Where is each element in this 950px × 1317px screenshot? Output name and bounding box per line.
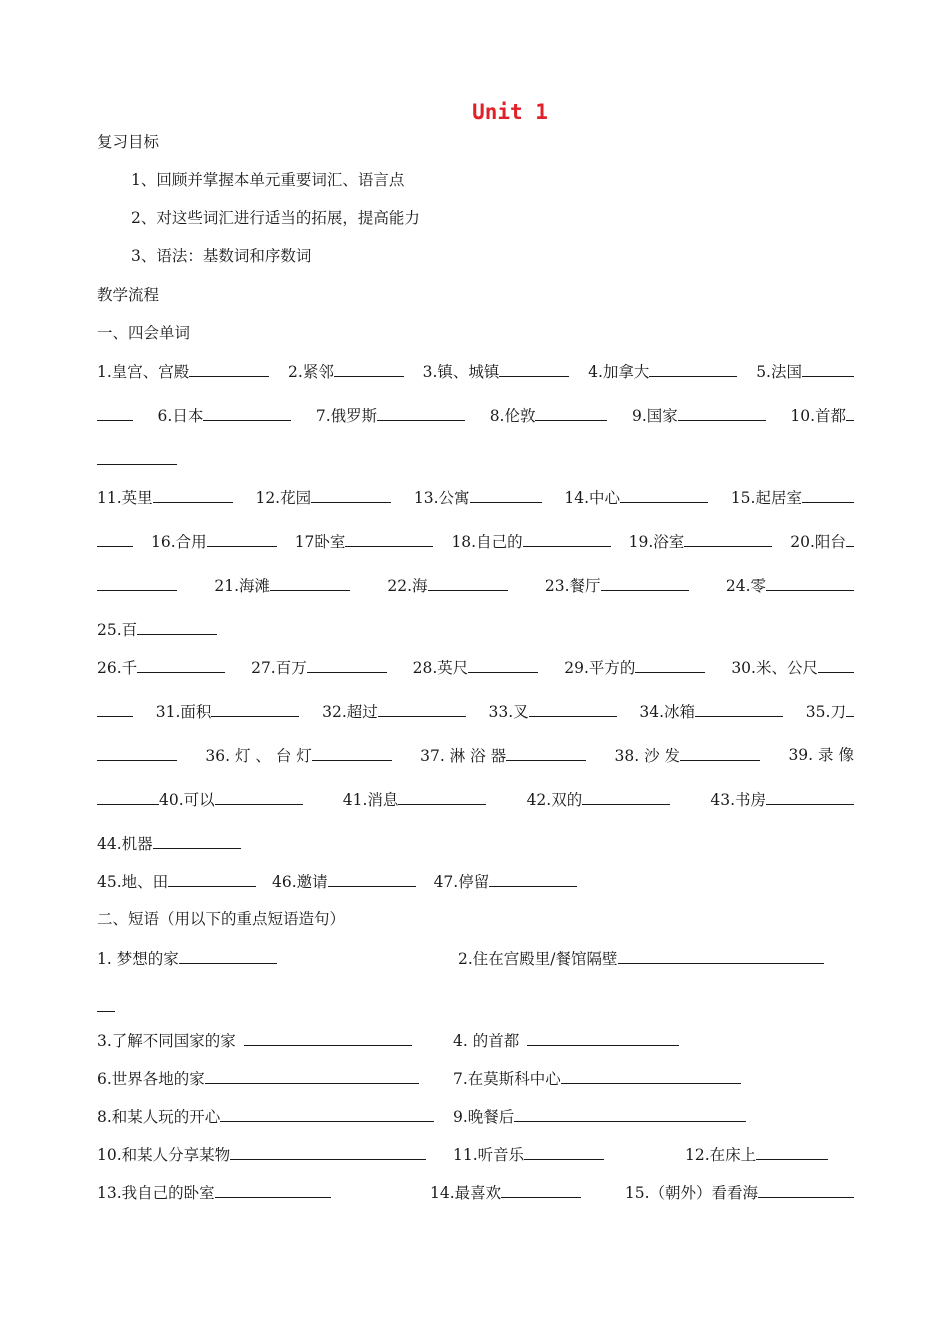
answer-blank[interactable] — [489, 871, 577, 887]
answer-blank[interactable] — [137, 619, 217, 635]
vocab-row — [97, 789, 854, 810]
phrase-item: 11.听音乐 — [453, 1144, 604, 1165]
vocab-item: 20.阳台 — [790, 531, 854, 552]
answer-blank[interactable] — [428, 575, 508, 591]
vocab-item: 9.国家 — [632, 405, 766, 426]
vocab-item: 35.刀 — [806, 701, 854, 722]
answer-blank[interactable] — [620, 487, 708, 503]
vocab-item: 11.英里 — [97, 487, 233, 508]
answer-blank[interactable] — [230, 1144, 426, 1160]
answer-blank[interactable] — [328, 871, 416, 887]
phrase-item: 10.和某人分享某物 — [97, 1144, 426, 1165]
answer-blank[interactable] — [529, 701, 617, 717]
vocab-row — [97, 531, 854, 552]
vocab-item: 23.餐厅 — [545, 575, 689, 596]
answer-blank[interactable] — [97, 449, 177, 465]
answer-blank[interactable] — [766, 789, 854, 805]
vocab-item: 18.自己的 — [451, 531, 610, 552]
vocab-item: 46.邀请 — [272, 873, 416, 891]
answer-blank[interactable] — [153, 833, 241, 849]
vocab-item: 26.千 — [97, 657, 225, 678]
vocab-item: 45.地、田 — [97, 873, 256, 891]
vocab-item: 8.伦敦 — [490, 405, 608, 426]
vocab-item: 29.平方的 — [564, 657, 705, 678]
answer-blank[interactable] — [220, 1106, 434, 1122]
vocab-item: 5.法国 — [756, 361, 854, 382]
answer-blank[interactable] — [514, 1106, 746, 1122]
vocab-item: 24.零 — [726, 575, 854, 596]
vocab-row — [97, 619, 854, 640]
vocab-item: 37. 淋 浴 器 — [420, 745, 586, 766]
answer-blank[interactable] — [97, 405, 133, 421]
answer-blank[interactable] — [307, 657, 387, 673]
answer-blank[interactable] — [678, 405, 766, 421]
vocab-item: 43.书房 — [710, 789, 854, 810]
answer-blank[interactable] — [846, 405, 854, 421]
vocab-item: 12.花园 — [255, 487, 391, 508]
answer-blank[interactable] — [97, 531, 133, 547]
vocab-item: 33.叉 — [489, 701, 617, 722]
answer-blank[interactable] — [398, 789, 486, 805]
answer-blank[interactable] — [523, 531, 611, 547]
vocab-row — [97, 361, 854, 382]
vocab-item: 42.双的 — [527, 789, 671, 810]
vocab-row — [97, 871, 854, 892]
answer-blank[interactable] — [684, 531, 772, 547]
vocab-heading: 一、四会单词 — [97, 324, 191, 342]
vocab-item: 36. 灯 、 台 灯 — [205, 745, 391, 766]
goal-1: 1、回顾并掌握本单元重要词汇、语言点 — [131, 171, 405, 189]
vocab-row — [97, 449, 854, 470]
answer-blank[interactable] — [470, 487, 542, 503]
phrase-item: 7.在莫斯科中心 — [453, 1068, 741, 1089]
phrase-item: 12.在床上 — [685, 1144, 828, 1165]
vocab-item: 7.俄罗斯 — [316, 405, 465, 426]
vocab-item: 2.紧邻 — [288, 361, 404, 382]
vocab-item: 16.合用 — [151, 531, 277, 552]
answer-blank[interactable] — [818, 657, 854, 673]
vocab-row — [97, 657, 854, 678]
answer-blank[interactable] — [97, 745, 177, 761]
phrase-item: 9.晚餐后 — [453, 1106, 746, 1127]
answer-blank[interactable] — [618, 948, 824, 964]
vocab-item: 40.可以 — [97, 789, 303, 810]
answer-blank[interactable] — [203, 405, 291, 421]
vocab-item: 28.英尺 — [413, 657, 539, 678]
goal-3: 3、语法：基数词和序数词 — [131, 247, 312, 265]
answer-blank[interactable] — [535, 405, 607, 421]
answer-blank[interactable] — [205, 1068, 419, 1084]
answer-blank[interactable] — [345, 531, 433, 547]
answer-blank[interactable] — [601, 575, 689, 591]
answer-blank[interactable] — [527, 1030, 679, 1046]
answer-blank[interactable] — [168, 871, 256, 887]
answer-blank[interactable] — [97, 575, 177, 591]
answer-blank[interactable] — [334, 361, 404, 377]
vocab-item: 27.百万 — [251, 657, 387, 678]
vocab-row — [97, 575, 854, 596]
phrase-item: 13.我自己的卧室 — [97, 1182, 331, 1203]
answer-blank[interactable] — [377, 405, 465, 421]
vocab-item: 6.日本 — [158, 405, 292, 426]
answer-blank[interactable] — [189, 361, 269, 377]
vocab-row — [97, 745, 854, 766]
answer-blank[interactable] — [758, 1182, 854, 1198]
vocab-item: 25.百 — [97, 621, 217, 639]
answer-blank[interactable] — [846, 701, 854, 717]
answer-blank[interactable] — [695, 701, 783, 717]
answer-blank[interactable] — [499, 361, 569, 377]
vocab-item: 32.超过 — [322, 701, 466, 722]
answer-blank[interactable] — [582, 789, 670, 805]
vocab-row — [97, 701, 854, 722]
phrase-item: 3.了解不同国家的家 — [97, 1030, 412, 1051]
answer-blank[interactable] — [468, 657, 538, 673]
answer-blank[interactable] — [311, 487, 391, 503]
vocab-item: 4.加拿大 — [588, 361, 737, 382]
answer-blank[interactable] — [244, 1030, 412, 1046]
vocab-item: 41.消息 — [343, 789, 487, 810]
phrases-heading: 二、短语（用以下的重点短语造句） — [97, 910, 346, 928]
vocab-item: 38. 沙 发 — [615, 745, 761, 766]
phrase-row — [97, 996, 854, 1017]
vocab-row — [97, 405, 854, 426]
phrase-item: 6.世界各地的家 — [97, 1068, 419, 1089]
vocab-item: 44.机器 — [97, 835, 241, 853]
vocab-row — [97, 833, 854, 854]
flow-heading: 教学流程 — [97, 286, 160, 304]
vocab-item: 31.面积 — [156, 701, 300, 722]
phrase-item: 15.（朝外）看看海 — [625, 1182, 854, 1203]
answer-blank[interactable] — [378, 701, 466, 717]
vocab-item: 21.海滩 — [214, 575, 350, 596]
answer-blank[interactable] — [501, 1182, 581, 1198]
answer-blank[interactable] — [802, 487, 854, 503]
phrase-item: 2.住在宫殿里/餐馆隔壁 — [458, 948, 824, 969]
vocab-item: 30.米、公尺 — [731, 657, 854, 678]
vocab-item: 34.冰箱 — [639, 701, 783, 722]
answer-blank[interactable] — [153, 487, 233, 503]
answer-blank[interactable] — [524, 1144, 604, 1160]
answer-blank[interactable] — [766, 575, 854, 591]
phrase-item: 14.最喜欢 — [430, 1182, 581, 1203]
answer-blank[interactable] — [211, 701, 299, 717]
answer-blank[interactable] — [846, 531, 854, 547]
answer-blank[interactable] — [802, 361, 854, 377]
answer-blank[interactable] — [312, 745, 392, 761]
vocab-item: 10.首都 — [790, 405, 854, 426]
phrase-item: 8.和某人玩的开心 — [97, 1106, 434, 1127]
goal-2: 2、对这些词汇进行适当的拓展，提高能力 — [131, 209, 420, 227]
answer-blank[interactable] — [506, 745, 586, 761]
phrase-item: 1. 梦想的家 — [97, 948, 277, 969]
vocab-item: 19.浴室 — [629, 531, 773, 552]
answer-blank[interactable] — [97, 701, 133, 717]
answer-blank[interactable] — [179, 948, 277, 964]
answer-blank[interactable] — [649, 361, 737, 377]
vocab-row — [97, 487, 854, 508]
answer-blank[interactable] — [137, 657, 225, 673]
vocab-item: 15.起居室 — [731, 487, 854, 508]
page-title: Unit 1 — [472, 100, 548, 124]
vocab-item: 39. 录 像 — [788, 746, 854, 764]
vocab-item: 13.公寓 — [414, 487, 542, 508]
review-heading: 复习目标 — [97, 133, 160, 151]
vocab-item: 1.皇宫、宫殿 — [97, 361, 269, 382]
vocab-item: 22.海 — [387, 575, 507, 596]
answer-blank[interactable] — [561, 1068, 741, 1084]
answer-blank[interactable] — [756, 1144, 828, 1160]
answer-blank[interactable] — [97, 996, 115, 1012]
answer-blank[interactable] — [215, 789, 303, 805]
answer-blank[interactable] — [207, 531, 277, 547]
answer-blank[interactable] — [635, 657, 705, 673]
answer-blank[interactable] — [215, 1182, 331, 1198]
vocab-item: 3.镇、城镇 — [423, 361, 570, 382]
answer-blank[interactable] — [97, 789, 159, 805]
vocab-item: 47.停留 — [434, 873, 578, 891]
answer-blank[interactable] — [680, 745, 760, 761]
answer-blank[interactable] — [270, 575, 350, 591]
vocab-item: 17卧室 — [295, 531, 434, 552]
vocab-item: 14.中心 — [564, 487, 708, 508]
phrase-item: 4. 的首都 — [453, 1030, 679, 1051]
